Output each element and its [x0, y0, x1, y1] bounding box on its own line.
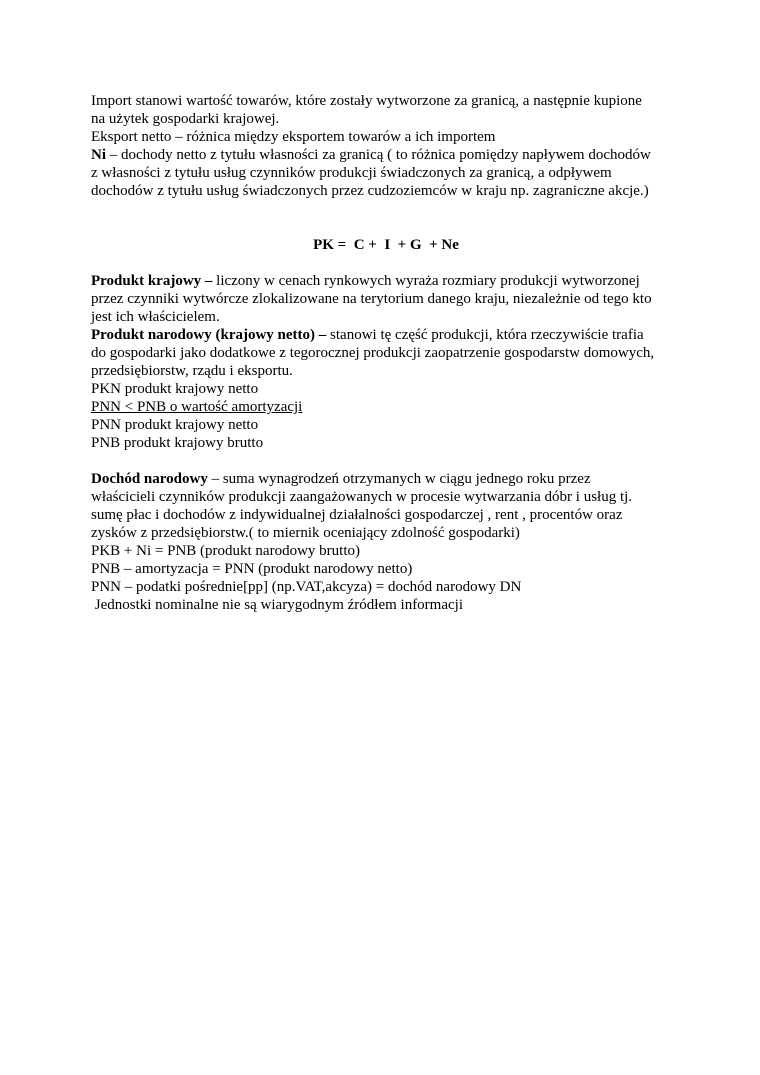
text-line: na użytek gospodarki krajowej. — [91, 111, 280, 127]
equation-pkb: PKB + Ni = PNB (produkt narodowy brutto) — [91, 543, 360, 559]
produkt-krajowy-line — [91, 272, 681, 290]
pnb-definition: PNB produkt krajowy brutto — [91, 435, 264, 451]
pnn-pnb-relation: PNN < PNB o wartość amortyzacji — [91, 399, 303, 415]
produkt-narodowy-label: Produkt narodowy (krajowy netto) – — [91, 327, 327, 343]
text-line: Import stanowi wartość towarów, które zostały wytworzone za granicą, a następnie kupione — [91, 93, 642, 109]
spacer — [91, 200, 681, 236]
text-line: przedsiębiorstw, rządu i eksportu. — [91, 363, 293, 379]
produkt-narodowy-text: stanowi tę część produkcji, która rzeczywiście trafia — [326, 327, 644, 343]
produkt-krajowy-text: liczony w cenach rynkowych wyraża rozmiary produkcji wytworzonej — [212, 273, 640, 289]
spacer — [91, 452, 681, 470]
pk-formula: PK = C + I + G + Ne — [313, 237, 459, 253]
dochod-narodowy-line — [91, 470, 681, 488]
equation-pnb: PNB – amortyzacja = PNN (produkt narodowy netto) — [91, 561, 413, 577]
text-line: sumę płac i dochodów z indywidualnej działalności gospodarczej , rent , procentów oraz — [91, 507, 623, 523]
pnn-pnb-line — [91, 398, 681, 416]
dochod-narodowy-text: – suma wynagrodzeń otrzymanych w ciągu jednego roku przez — [207, 471, 591, 487]
text-line: Eksport netto – różnica między eksportem towarów a ich importem — [91, 129, 496, 145]
note-nominal-units: Jednostki nominalne nie są wiarygodnym źródłem informacji — [91, 597, 463, 613]
pkn-definition: PKN produkt krajowy netto — [91, 381, 259, 397]
text-line: z własności z tytułu usług czynników produkcji świadczonych za granicą, a odpływem — [91, 165, 612, 181]
document-page — [91, 92, 681, 614]
text-line: właścicieli czynników produkcji zaangażowanych w procesie wytwarzania dóbr i usług tj. — [91, 489, 633, 505]
pnn-definition: PNN produkt krajowy netto — [91, 417, 259, 433]
produkt-narodowy-line — [91, 326, 681, 344]
text-line: jest ich właścicielem. — [91, 309, 220, 325]
produkt-krajowy-label: Produkt krajowy – — [91, 273, 213, 289]
dochod-narodowy-label: Dochód narodowy — [91, 471, 208, 487]
equation-pnn: PNN – podatki pośrednie[pp] (np.VAT,akcyza) = dochód narodowy DN — [91, 579, 522, 595]
spacer — [91, 254, 681, 272]
text-line: dochodów z tytułu usług świadczonych przez cudzoziemców w kraju np. zagraniczne akcje.) — [91, 183, 649, 199]
text-line: do gospodarki jako dodatkowe z tegorocznej produkcji zaopatrzenie gospodarstw domowych, — [91, 345, 655, 361]
text-line: przez czynniki wytwórcze zlokalizowane na terytorium danego kraju, niezależnie od tego kto — [91, 291, 652, 307]
ni-text: – dochody netto z tytułu własności za granicą ( to różnica pomiędzy napływem dochodów — [106, 147, 651, 163]
ni-label: Ni — [91, 147, 106, 163]
ni-definition-line — [91, 146, 681, 164]
text-line: zysków z przedsiębiorstw.( to miernik oceniający zdolność gospodarki) — [91, 525, 520, 541]
